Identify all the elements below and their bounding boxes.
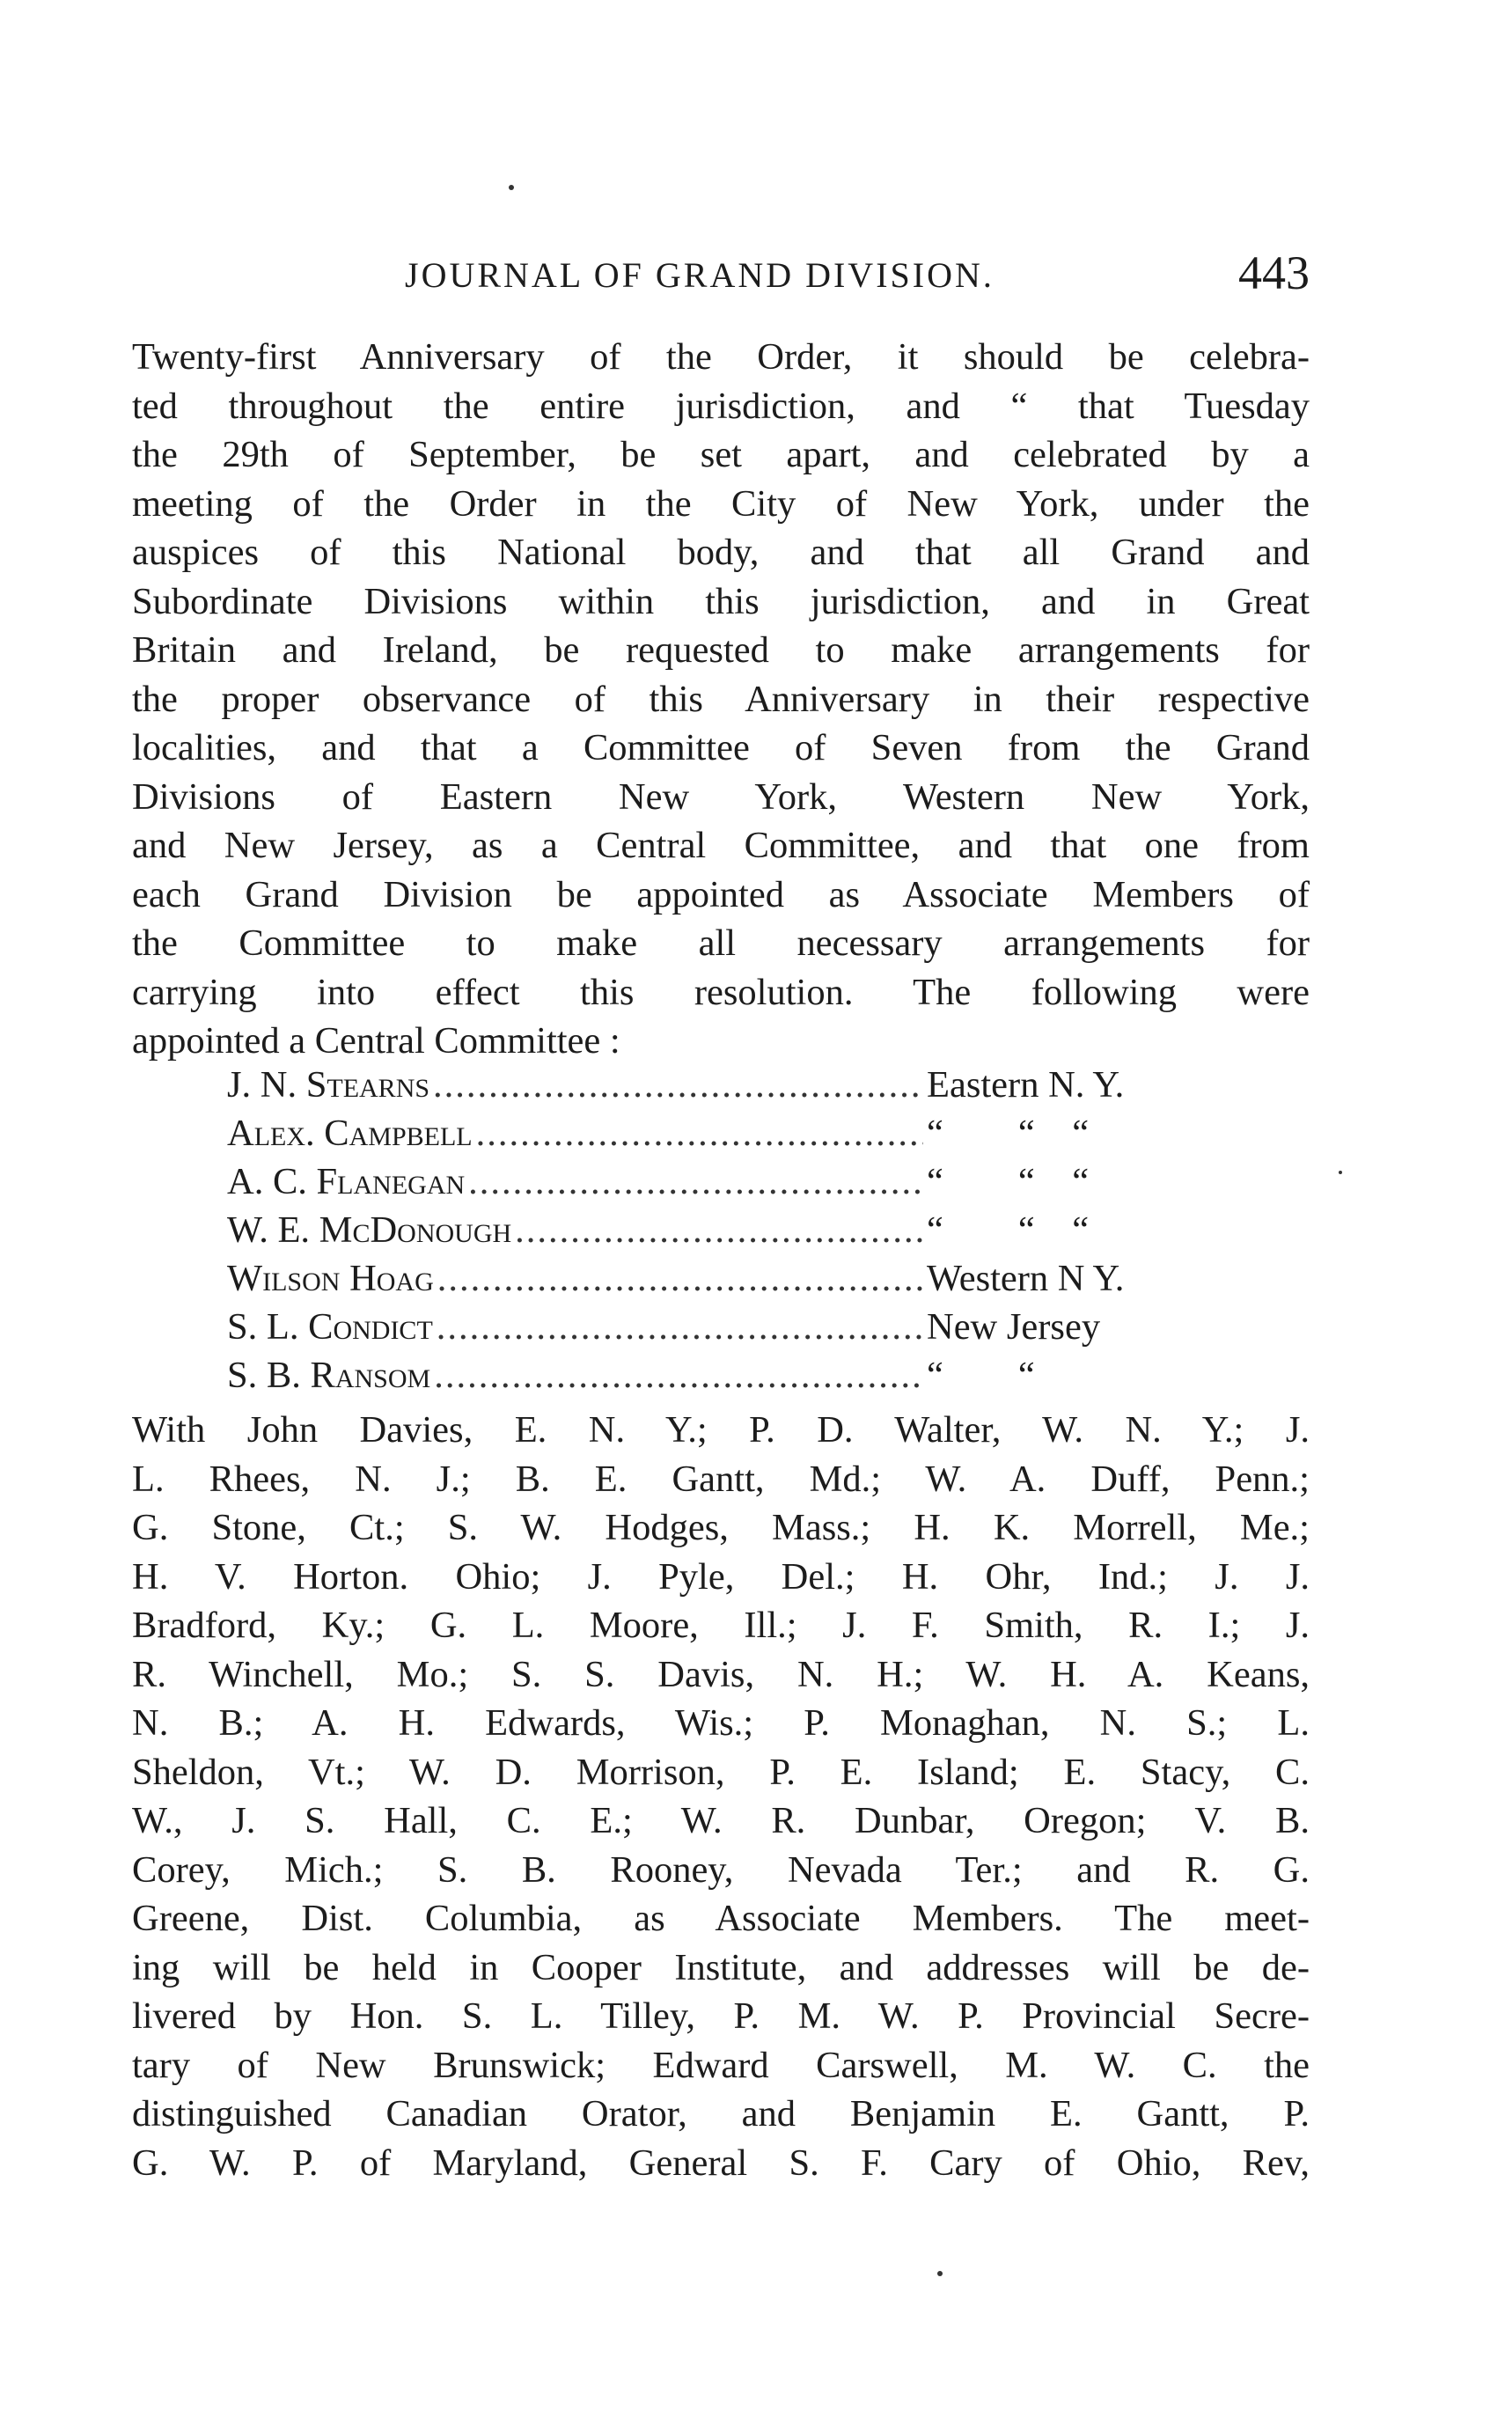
text-line: Corey, Mich.; S. B. Rooney, Nevada Ter.; and R. G. [132, 1848, 1310, 1891]
member-name: Alex. Campbell [227, 1113, 473, 1154]
committee-member [227, 1305, 1222, 1354]
member-place: “ “ “ [927, 1113, 1090, 1154]
text-line: the Committee to make all necessary arrangements for [132, 922, 1310, 964]
member-name: J. N. Stearns [227, 1064, 430, 1106]
text-line: N. B.; A. H. Edwards, Wis.; P. Monaghan, N. S.; L. [132, 1702, 1310, 1744]
running-title: JOURNAL OF GRAND DIVISION. [405, 255, 995, 295]
speck-mark [509, 185, 514, 190]
text-line: the 29th of September, be set apart, and celebrated by a [132, 434, 1310, 475]
committee-member [227, 1112, 1222, 1160]
dot-leader [437, 1305, 923, 1348]
text-line: L. Rhees, N. J.; B. E. Gantt, Md.; W. A. Duff, Penn.; [132, 1458, 1310, 1500]
central-committee-list [227, 1063, 1222, 1402]
dot-leader [468, 1160, 923, 1203]
speck-mark [937, 2271, 943, 2276]
text-line: Britain and Ireland, be requested to make arrangements for [132, 629, 1310, 671]
running-head [132, 246, 1310, 304]
page-number: 443 [1238, 246, 1310, 299]
text-line: ted throughout the entire jurisdiction, and “ that Tuesday [132, 385, 1310, 427]
text-line: Subordinate Divisions within this jurisdiction, and in Great [132, 580, 1310, 622]
text-line: meeting of the Order in the City of New York, under the [132, 482, 1310, 525]
text-line: Sheldon, Vt.; W. D. Morrison, P. E. Island; E. Stacy, C. [132, 1751, 1310, 1793]
text-line: G. Stone, Ct.; S. W. Hodges, Mass.; H. K. Morrell, Me.; [132, 1507, 1310, 1548]
text-line: ing will be held in Cooper Institute, and addresses will be de- [132, 1946, 1310, 1988]
text-line: each Grand Division be appointed as Associate Members of [132, 873, 1310, 915]
text-line: livered by Hon. S. L. Tilley, P. M. W. P. Provincial Secre- [132, 1995, 1310, 2037]
member-name: Wilson Hoag [227, 1258, 434, 1299]
dot-leader [433, 1063, 923, 1106]
member-place: New Jersey [927, 1306, 1101, 1348]
text-line: H. V. Horton. Ohio; J. Pyle, Del.; H. Ohr, Ind.; J. J. [132, 1555, 1310, 1598]
text-line: R. Winchell, Mo.; S. S. Davis, N. H.; W. H. A. Keans, [132, 1653, 1310, 1695]
committee-member [227, 1209, 1222, 1257]
committee-member [227, 1063, 1222, 1112]
text-line: localities, and that a Committee of Seven from the Grand [132, 727, 1310, 768]
dot-leader [437, 1257, 923, 1300]
text-line: the proper observance of this Anniversary in their respective [132, 678, 1310, 720]
paragraph-resolution [132, 333, 1310, 1066]
committee-member [227, 1354, 1222, 1402]
member-place: Eastern N. Y. [927, 1064, 1125, 1106]
text-line: Divisions of Eastern New York, Western New York, [132, 775, 1310, 818]
member-place: Western N Y. [927, 1258, 1125, 1299]
text-line: Bradford, Ky.; G. L. Moore, Ill.; J. F. Smith, R. I.; J. [132, 1605, 1310, 1646]
text-line: appointed a Central Committee : [132, 1020, 620, 1062]
member-name: S. B. Ransom [227, 1355, 431, 1396]
text-line: G. W. P. of Maryland, General S. F. Cary of Ohio, Rev, [132, 2142, 1310, 2184]
text-line: auspices of this National body, and that all Grand and [132, 532, 1310, 573]
member-place: “ “ “ [927, 1161, 1090, 1202]
member-place: “ “ “ [927, 1209, 1090, 1251]
text-line: Greene, Dist. Columbia, as Associate Members. The meet- [132, 1898, 1310, 1939]
speck-mark [1339, 1171, 1342, 1174]
text-line: carrying into effect this resolution. The following were [132, 971, 1310, 1013]
member-place: “ “ [927, 1355, 1035, 1396]
dot-leader [434, 1354, 923, 1397]
text-line: distinguished Canadian Orator, and Benjamin E. Gantt, P. [132, 2093, 1310, 2134]
member-name: S. L. Condict [227, 1306, 433, 1348]
text-line: tary of New Brunswick; Edward Carswell, M. W. C. the [132, 2044, 1310, 2086]
text-line: and New Jersey, as a Central Committee, and that one from [132, 825, 1310, 866]
committee-member [227, 1257, 1222, 1305]
text-line: With John Davies, E. N. Y.; P. D. Walter, W. N. Y.; J. [132, 1409, 1310, 1451]
member-name: W. E. McDonough [227, 1209, 512, 1251]
dot-leader [476, 1112, 923, 1155]
text-line: Twenty-first Anniversary of the Order, it should be celebra- [132, 336, 1310, 378]
committee-member [227, 1160, 1222, 1209]
paragraph-associates [132, 1406, 1310, 2187]
text-line: W., J. S. Hall, C. E.; W. R. Dunbar, Oregon; V. B. [132, 1800, 1310, 1841]
member-name: A. C. Flanegan [227, 1161, 466, 1202]
dot-leader [515, 1209, 923, 1252]
